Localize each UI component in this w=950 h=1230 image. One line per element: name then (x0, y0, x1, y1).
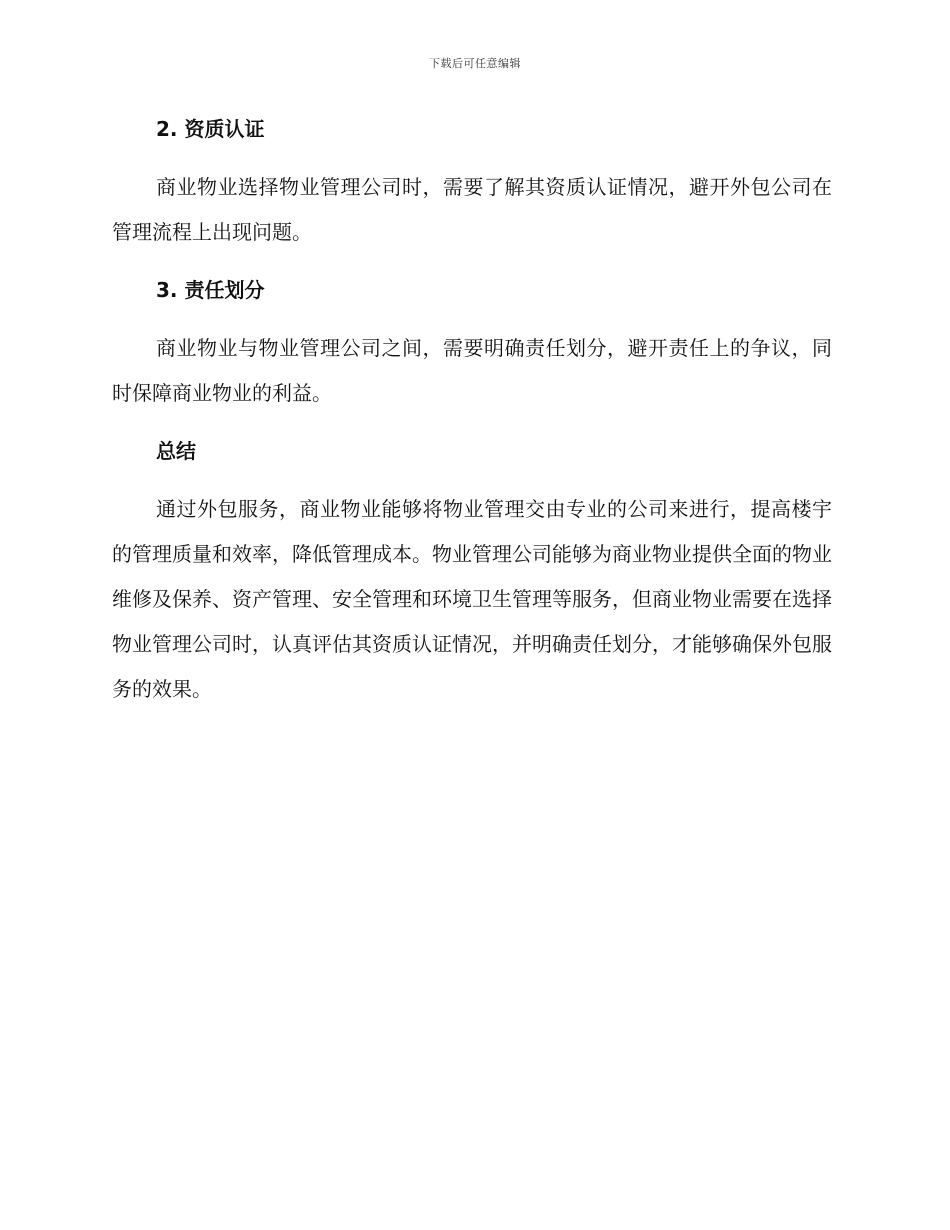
section-paragraph-responsibility: 商业物业与物业管理公司之间，需要明确责任划分，避开责任上的争议，同时保障商业物业的利益。 (112, 336, 832, 405)
section-heading-responsibility: 3. 责任划分 (156, 278, 265, 302)
section-paragraph-qualification: 商业物业选择物业管理公司时，需要了解其资质认证情况，避开外包公司在管理流程上出现问题。 (112, 175, 832, 244)
document-body (112, 112, 832, 712)
section-paragraph-summary: 通过外包服务，商业物业能够将物业管理交由专业的公司来进行，提高楼宇的管理质量和效率，降低管理成本。物业管理公司能够为商业物业提供全面的物业维修及保养、资产管理、安全管理和环境卫生管理等服务，但商业物业需要在选择物业管理公司时，认真评估其资质认证情况，并明确责任划分，才能够确保外包服务的效果。 (112, 497, 832, 701)
header-note: 下载后可任意编辑 (429, 57, 521, 70)
section-heading-qualification: 2. 资质认证 (156, 117, 265, 141)
section-heading-summary: 总结 (156, 439, 196, 463)
